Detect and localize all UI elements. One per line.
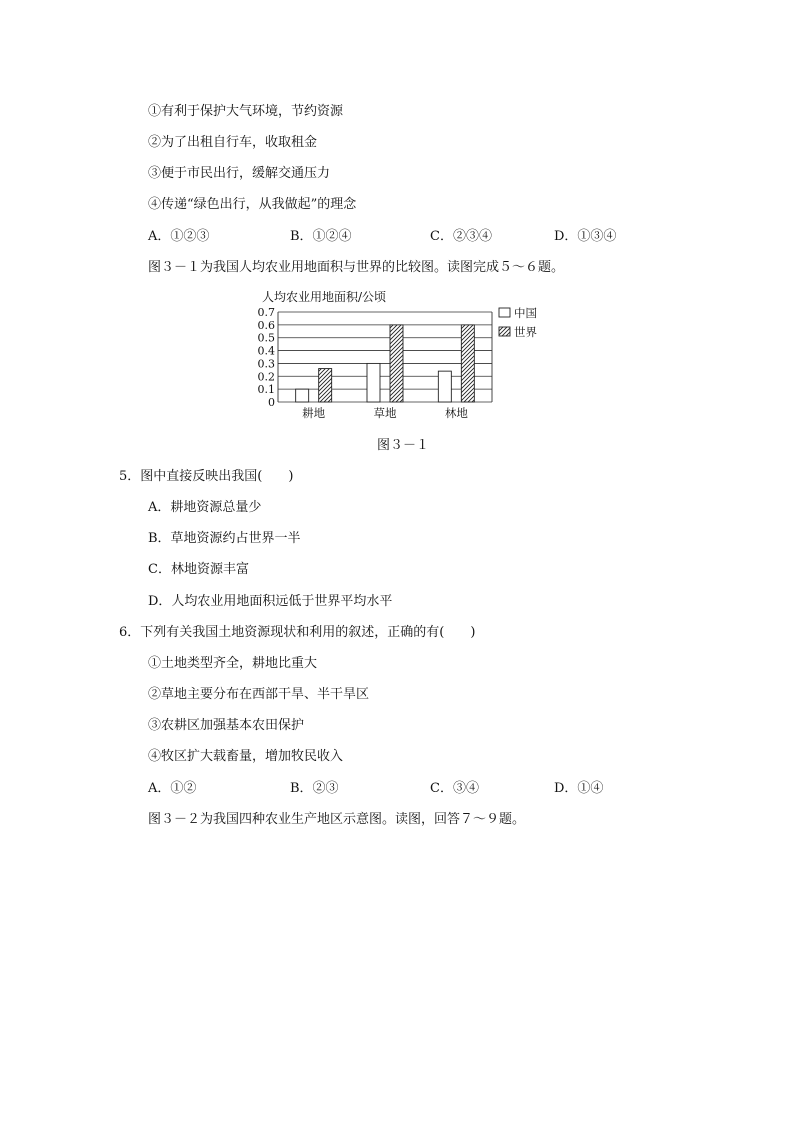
q6-item-1: ①土地类型齐全，耕地比重大 (148, 656, 318, 671)
q5-option-b[interactable]: B．草地资源约占世界一半 (148, 531, 301, 546)
bar-china (367, 363, 380, 402)
q6-option-b[interactable]: B．②③ (290, 781, 339, 796)
q5-option-c[interactable]: C．林地资源丰富 (148, 562, 249, 577)
q6-stem: 6．下列有关我国土地资源现状和利用的叙述，正确的有( ) (119, 625, 476, 640)
y-tick-label: 0.4 (258, 344, 275, 358)
q4-item-3: ③便于市民出行，缓解交通压力 (148, 166, 331, 181)
y-tick-label: 0.1 (258, 383, 275, 397)
agri-land-bar-chart (258, 288, 548, 423)
y-tick-label: 0 (268, 396, 275, 409)
legend-swatch (499, 308, 510, 317)
q6-option-c[interactable]: C．③④ (430, 781, 479, 796)
y-tick-label: 0.3 (258, 357, 275, 371)
x-tick-label: 草地 (373, 406, 397, 420)
bar-world (319, 369, 332, 402)
q4-option-c[interactable]: C．②③④ (430, 229, 492, 244)
bar-world (390, 325, 403, 402)
q4-option-a[interactable]: A．①②③ (148, 229, 210, 244)
q4-option-d[interactable]: D．①③④ (554, 229, 617, 244)
bar-china (438, 371, 451, 402)
q4-item-1: ①有利于保护大气环境，节约资源 (148, 104, 344, 119)
y-tick-label: 0.7 (258, 306, 275, 319)
figure-caption: 图３－１ (377, 438, 430, 453)
x-tick-label: 林地 (444, 406, 468, 420)
y-axis-ticks (258, 306, 275, 409)
bar-world (461, 325, 474, 402)
q6-option-a[interactable]: A．①② (148, 781, 197, 796)
chart-legend (499, 306, 537, 339)
q4-item-4: ④传递“绿色出行，从我做起”的理念 (148, 197, 357, 212)
legend-label: 中国 (514, 306, 537, 320)
figure-intro-1: 图３－１为我国人均农业用地面积与世界的比较图。读图完成５～６题。 (148, 260, 565, 275)
legend-swatch (499, 327, 510, 336)
y-tick-label: 0.6 (258, 318, 275, 332)
q5-stem: 5．图中直接反映出我国( ) (119, 469, 294, 484)
figure-intro-2: 图３－２为我国四种农业生产地区示意图。读图，回答７～９题。 (148, 812, 526, 827)
q5-option-a[interactable]: A．耕地资源总量少 (148, 500, 262, 515)
chart-title: 人均农业用地面积/公顷 (262, 290, 387, 304)
q5-option-d[interactable]: D．人均农业用地面积远低于世界平均水平 (148, 594, 393, 609)
q6-item-2: ②草地主要分布在西部干旱、半干旱区 (148, 687, 370, 702)
chart-gridlines (278, 312, 492, 402)
y-tick-label: 0.5 (258, 331, 275, 345)
q4-option-b[interactable]: B．①②④ (290, 229, 352, 244)
q6-option-d[interactable]: D．①④ (554, 781, 604, 796)
q6-item-3: ③农耕区加强基本农田保护 (148, 718, 305, 733)
bar-china (296, 389, 309, 402)
legend-label: 世界 (514, 325, 537, 339)
q6-item-4: ④牧区扩大载畜量，增加牧民收入 (148, 749, 344, 764)
q4-item-2: ②为了出租自行车，收取租金 (148, 135, 318, 150)
x-tick-label: 耕地 (302, 406, 326, 420)
y-tick-label: 0.2 (258, 370, 275, 384)
x-axis-labels (302, 406, 468, 420)
